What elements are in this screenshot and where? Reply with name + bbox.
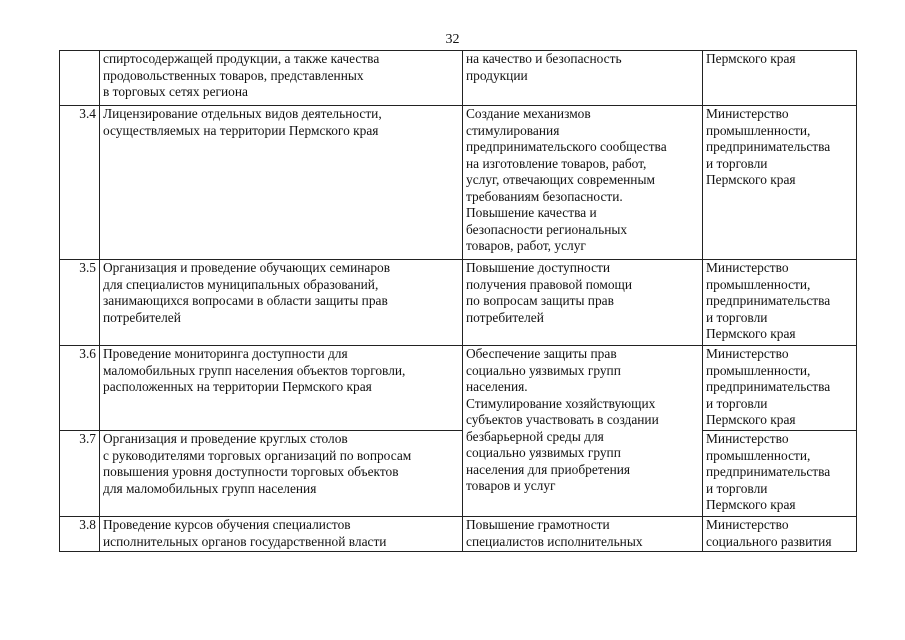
result-cell: на качество и безопасность продукции bbox=[463, 51, 703, 106]
row-number: 3.4 bbox=[60, 106, 100, 260]
table-row bbox=[60, 346, 857, 431]
row-number: 3.6 bbox=[60, 346, 100, 431]
row-number bbox=[60, 51, 100, 106]
responsible-cell: Министерство социального развития bbox=[703, 517, 857, 552]
activity-cell: Организация и проведение обучающих семинаров для специалистов муниципальных образований, занимающихся вопросами в области защиты прав потребителей bbox=[100, 260, 463, 346]
activity-cell: Лицензирование отдельных видов деятельности, осуществляемых на территории Пермского края bbox=[100, 106, 463, 260]
table-row bbox=[60, 517, 857, 552]
row-number: 3.5 bbox=[60, 260, 100, 346]
responsible-cell: Министерство промышленности, предпринимательства и торговли Пермского края bbox=[703, 106, 857, 260]
activity-cell: Проведение курсов обучения специалистов исполнительных органов государственной власти bbox=[100, 517, 463, 552]
activity-cell: Проведение мониторинга доступности для маломобильных групп населения объектов торговли, расположенных на территории Пермского края bbox=[100, 346, 463, 431]
page-number: 32 bbox=[445, 32, 460, 47]
row-number: 3.7 bbox=[60, 431, 100, 517]
measures-table bbox=[59, 50, 857, 552]
responsible-cell: Пермского края bbox=[703, 51, 857, 106]
table-row bbox=[60, 431, 857, 517]
table-row bbox=[60, 106, 857, 260]
responsible-cell: Министерство промышленности, предпринимательства и торговли Пермского края bbox=[703, 260, 857, 346]
result-cell: Повышение грамотности специалистов исполнительных bbox=[463, 517, 703, 552]
result-cell: Повышение доступности получения правовой помощи по вопросам защиты прав потребителей bbox=[463, 260, 703, 346]
responsible-cell: Министерство промышленности, предпринимательства и торговли Пермского края bbox=[703, 346, 857, 431]
table-row bbox=[60, 260, 857, 346]
row-number: 3.8 bbox=[60, 517, 100, 552]
result-cell: Обеспечение защиты прав социально уязвимых групп населения. Стимулирование хозяйствующих субъектов участвовать в создании безбарьерной среды для социально уязвимых групп населения для приобретения товаров и услуг bbox=[463, 346, 703, 517]
responsible-cell: Министерство промышленности, предпринимательства и торговли Пермского края bbox=[703, 431, 857, 517]
table-row bbox=[60, 51, 857, 106]
activity-cell: спиртосодержащей продукции, а также качества продовольственных товаров, представленных в торговых сетях региона bbox=[100, 51, 463, 106]
result-cell: Создание механизмов стимулирования предпринимательского сообщества на изготовление товаров, работ, услуг, отвечающих современным требованиям безопасности. Повышение качества и безопасности региональных товаров, работ, услуг bbox=[463, 106, 703, 260]
activity-cell: Организация и проведение круглых столов с руководителями торговых организаций по вопросам повышения уровня доступности торговых объектов для маломобильных групп населения bbox=[100, 431, 463, 517]
